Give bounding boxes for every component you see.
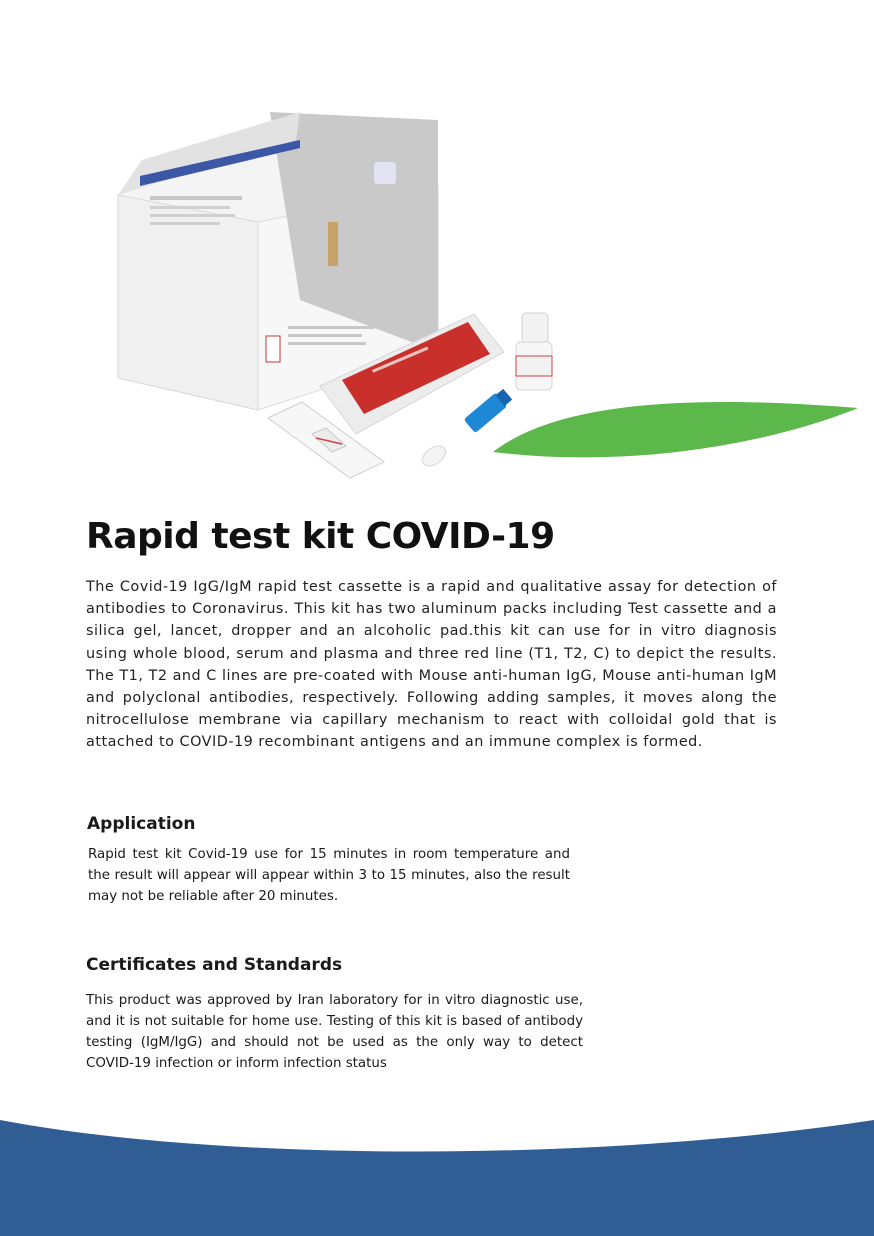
lancet xyxy=(464,387,514,433)
application-heading: Application xyxy=(87,814,196,834)
dropper xyxy=(419,442,449,470)
application-paragraph: Rapid test kit Covid-19 use for 15 minutes in room temperature and the result will appear will appear within 3 to 15 minutes, also the result may not be reliable after 20 minutes. xyxy=(88,847,570,904)
footer-wave xyxy=(0,1100,874,1236)
buffer-bottle xyxy=(516,313,552,390)
certificates-heading: Certificates and Standards xyxy=(86,955,343,975)
page-title: Rapid test kit COVID-19 xyxy=(86,516,555,557)
product-photo xyxy=(0,0,874,500)
green-leaf-decoration xyxy=(493,402,858,457)
certificates-paragraph: This product was approved by Iran laboratory for in vitro diagnostic use, and it is not suitable for home use. Testing of this kit is based of antibody testing (IgM/IgG) and should not be used as the only way to detect COVID-19 infection or inform infection status xyxy=(86,993,583,1071)
intro-paragraph: The Covid-19 IgG/IgM rapid test cassette is a rapid and qualitative assay for detection of antibodies to Coronavirus. This kit has two aluminum packs including Test cassette and a silica gel, lancet, dropper and an alcoholic pad.this kit can use for in vitro diagnosis using whole blood, serum and plasma and three red line (T1, T2, C) to depict the results. The T1, T2 and C lines are pre-coated with Mouse anti-human IgG, Mouse anti-human IgM and polyclonal antibodies, respectively. Following adding samples, it moves along the nitrocellulose membrane via capillary mechanism to react with colloidal gold that is attached to COVID-19 recombinant antigens and an immune complex is formed. xyxy=(86,579,777,751)
